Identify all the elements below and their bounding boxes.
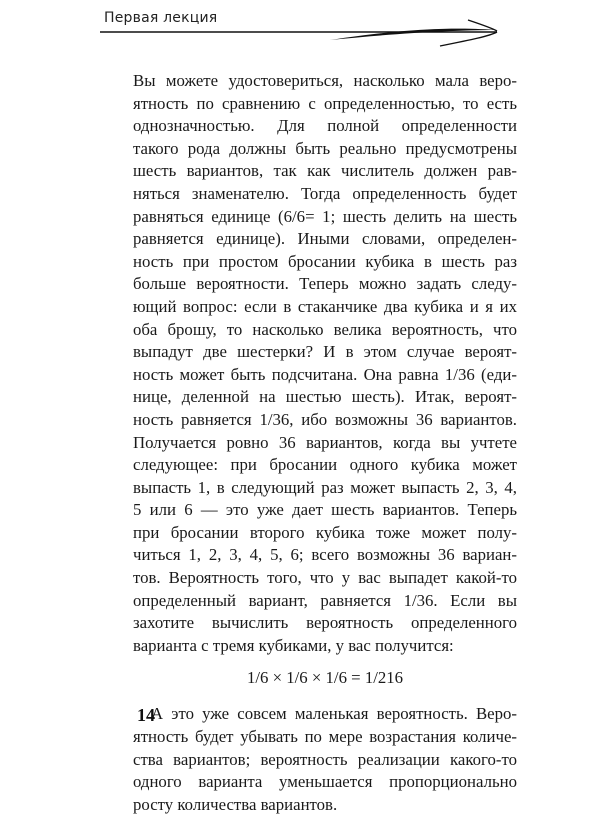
- text-line: ность равняется 1/36, ибо возможны 36 вариантов.: [133, 409, 517, 429]
- text-line: определенный вариант, равняется 1/36. Если вы: [133, 590, 517, 610]
- text-line: ства вариантов; вероятность реализации какого-то: [133, 749, 517, 769]
- text-line: ность может быть подсчитана. Она равна 1/36 (еди-: [133, 364, 517, 384]
- text-line: шесть вариантов, так как числитель должен рав-: [133, 161, 517, 181]
- formula: 1/6 × 1/6 × 1/6 = 1/216: [246, 668, 404, 688]
- text-line: равняться единице (6/6= 1; шесть делить на шесть: [133, 206, 517, 226]
- paragraph-1: [133, 70, 517, 657]
- text-line: больше вероятности. Теперь можно задать следу-: [133, 274, 517, 294]
- text-line: росту количества вариантов.: [133, 794, 338, 814]
- text-line: нице, деленной на шестью шесть). Итак, вероят-: [133, 387, 517, 407]
- page-number: 14: [137, 705, 155, 725]
- header-rule-ornament: [0, 0, 600, 60]
- text-line: тов. Вероятность того, что у вас выпадет какой-то: [133, 568, 517, 588]
- running-head-title: Первая лекция: [104, 10, 218, 26]
- text-line: одного варианта уменьшается пропорционально: [133, 772, 517, 792]
- text-line: читься 1, 2, 3, 4, 5, 6; всего возможны 36 вариан-: [133, 545, 517, 565]
- text-line: захотите вычислить вероятность определенного: [133, 613, 517, 633]
- text-line: А это уже совсем маленькая вероятность. Веро-: [151, 704, 517, 724]
- text-line: однозначностью. Для полной определенности: [133, 116, 517, 136]
- text-line: ность при простом бросании кубика в шесть раз: [133, 251, 517, 271]
- text-line: выпадут две шестерки? И в этом случае вероят-: [133, 342, 517, 362]
- text-line: варианта с тремя кубиками, у вас получится:: [133, 635, 454, 655]
- text-line: при бросании второго кубика тоже может полу-: [133, 522, 517, 542]
- text-line: няться знаменателю. Тогда определенность будет: [133, 183, 517, 203]
- text-line: равняется единице). Иными словами, определен-: [133, 229, 517, 249]
- body-text: [133, 70, 517, 816]
- text-line: выпасть 1, в следующий раз может выпасть 2, 3, 4,: [133, 477, 517, 497]
- paragraph-2: [133, 703, 517, 816]
- text-line: Вы можете удостовериться, насколько мала веро-: [133, 71, 517, 90]
- text-line: следующее: при бросании одного кубика может: [133, 455, 517, 475]
- text-line: ющий вопрос: если в стаканчике два кубика и я их: [133, 296, 517, 316]
- text-line: ятность будет убывать по мере возрастания количе-: [133, 727, 517, 747]
- text-line: оба брошу, то насколько велика вероятность, что: [133, 319, 517, 339]
- text-line: ятность по сравнению с определенностью, то есть: [133, 93, 517, 113]
- text-line: 5 или 6 — это уже дает шесть вариантов. Теперь: [133, 500, 517, 520]
- text-line: такого рода должны быть реально предусмотрены: [133, 138, 517, 158]
- text-line: Получается ровно 36 вариантов, когда вы учтете: [133, 432, 517, 452]
